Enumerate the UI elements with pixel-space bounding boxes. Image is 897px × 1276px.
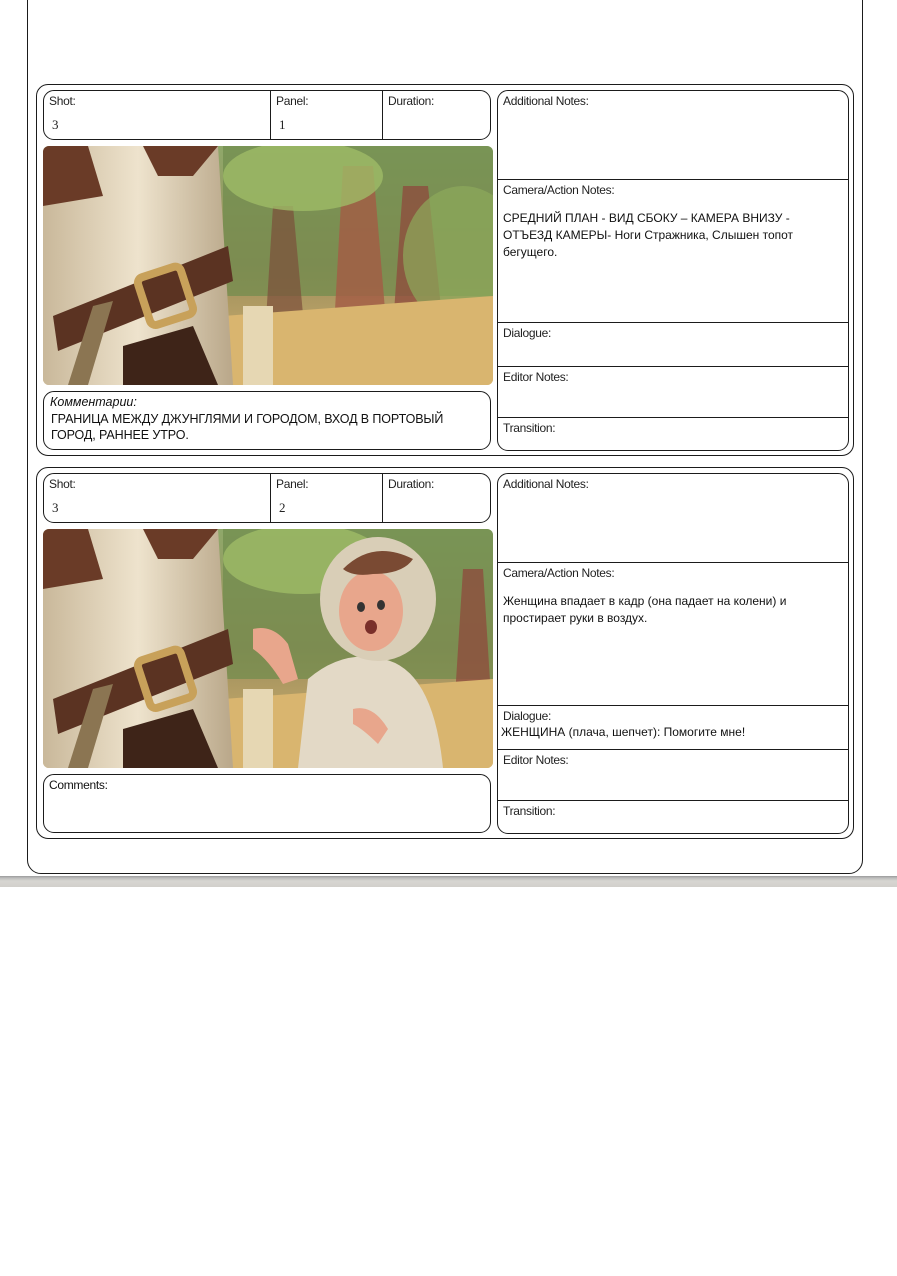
storyboard-frame-2 [36,467,854,839]
storyboard-frame-1 [36,84,854,456]
shot-label: Shot: [49,94,76,108]
camera-notes-text: Женщина впадает в кадр (она падает на колени) и простирает руки в воздух. [503,594,787,625]
camera-notes-section [498,179,848,322]
camera-notes-label: Camera/Action Notes: [503,566,615,580]
notes-box [497,90,849,451]
editor-notes-label: Editor Notes: [503,753,569,767]
comments-label: Комментарии: [50,395,137,409]
camera-notes-label: Camera/Action Notes: [503,183,615,197]
shot-label: Shot: [49,477,76,491]
duration-label: Duration: [388,94,434,108]
additional-notes-section [498,91,848,179]
comments-box [43,774,491,833]
shot-cell [44,91,271,139]
shot-value: 3 [52,500,59,515]
comments-text: ГРАНИЦА МЕЖДУ ДЖУНГЛЯМИ И ГОРОДОМ, ВХОД В ПОРТОВЫЙ ГОРОД, РАННЕЕ УТРО. [51,412,444,442]
panel-value: 1 [279,117,286,132]
transition-label: Transition: [503,421,556,435]
editor-notes-section [498,749,848,800]
panel-cell [271,91,383,139]
page-divider [0,876,897,887]
panel-cell [271,474,383,522]
dialogue-label: Dialogue: [503,326,552,340]
transition-section [498,417,848,450]
notes-box [497,473,849,834]
additional-notes-label: Additional Notes: [503,477,589,491]
duration-cell [383,474,492,522]
panel-value: 2 [279,500,286,515]
dialogue-label: Dialogue: [503,709,552,723]
shot-info-box [43,473,491,523]
camera-notes-section [498,562,848,705]
additional-notes-label: Additional Notes: [503,94,589,108]
panel-illustration [43,146,493,385]
transition-label: Transition: [503,804,556,818]
shot-cell [44,474,271,522]
panel-label: Panel: [276,94,309,108]
dialogue-section [498,705,848,749]
dialogue-text: ЖЕНЩИНА (плача, шепчет): Помогите мне! [501,725,746,739]
shot-info-box [43,90,491,140]
camera-notes-text: СРЕДНИЙ ПЛАН - ВИД СБОКУ – КАМЕРА ВНИЗУ - ОТЪЕЗД КАМЕРЫ- Ноги Стражника, Слышен топот бегущего. [503,211,794,259]
comments-label: Comments: [49,778,108,792]
shot-value: 3 [52,117,59,132]
panel-illustration [43,529,493,768]
duration-cell [383,91,492,139]
comments-box [43,391,491,450]
editor-notes-label: Editor Notes: [503,370,569,384]
duration-label: Duration: [388,477,434,491]
dialogue-section [498,322,848,366]
transition-section [498,800,848,833]
panel-label: Panel: [276,477,309,491]
additional-notes-section [498,474,848,562]
editor-notes-section [498,366,848,417]
